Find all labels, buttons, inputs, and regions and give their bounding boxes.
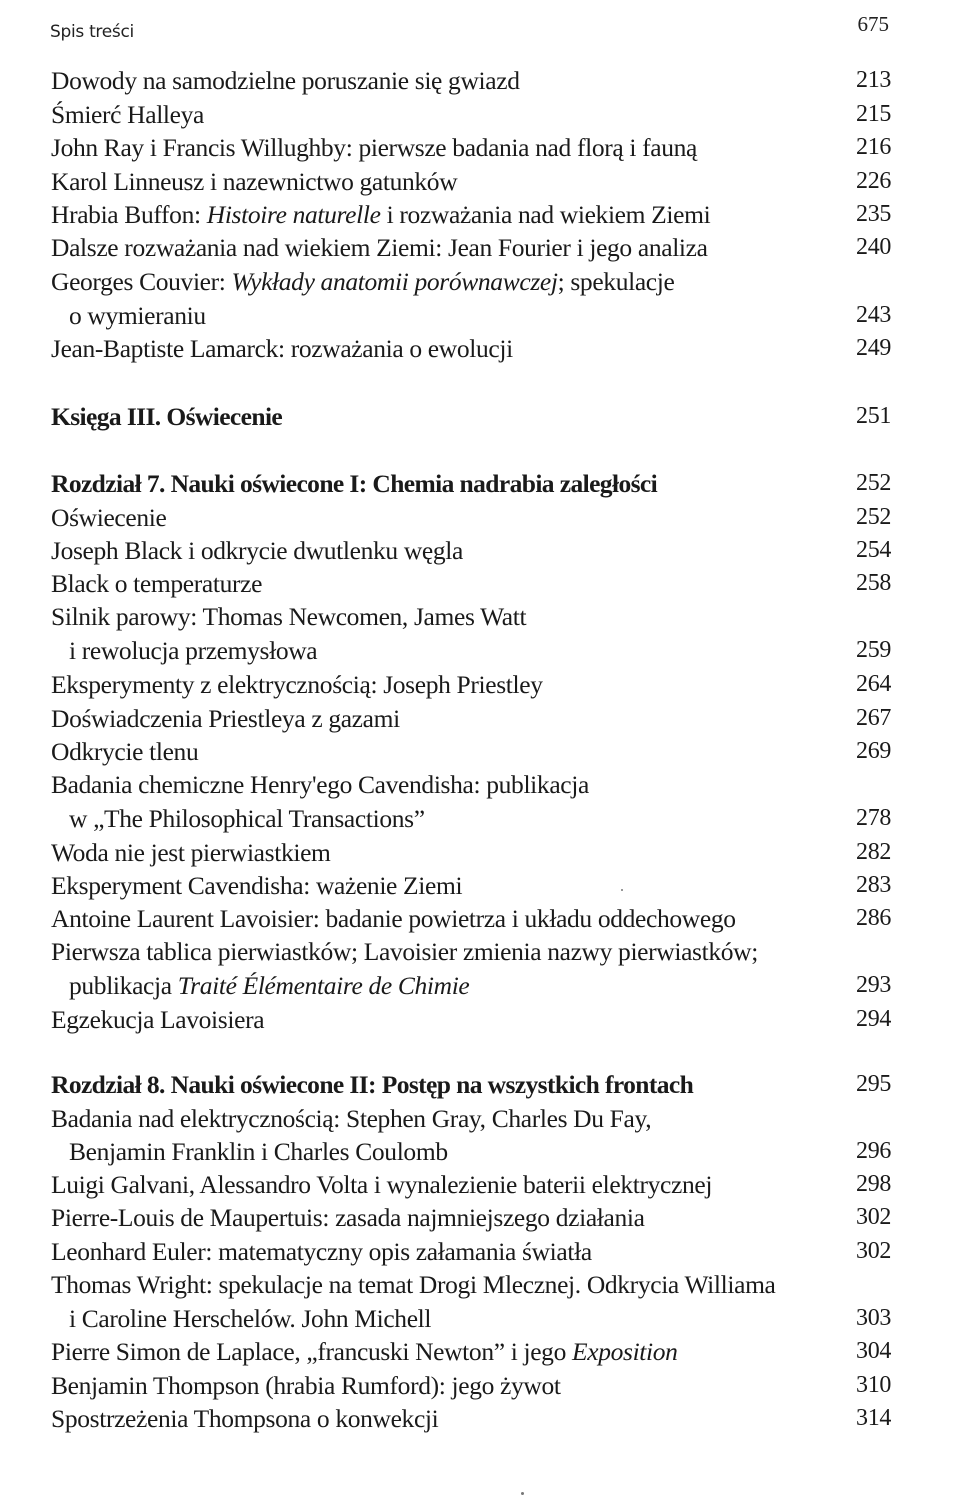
toc-entry-continuation[interactable] [51,1302,891,1335]
entry-page: 294 [856,1006,891,1032]
toc-entry[interactable] [51,902,891,935]
entry-page: 259 [856,637,891,663]
toc-entry-continuation[interactable] [51,299,891,332]
toc-entry[interactable] [51,567,891,600]
toc-entry-continuation[interactable] [51,969,891,1002]
entry-title: Dalsze rozważania nad wiekiem Ziemi: Jean Fourier i jego analiza [51,233,708,262]
toc-entry[interactable] [51,836,891,869]
entry-title: Antoine Laurent Lavoisier: badanie powietrza i układu oddechowego [51,904,736,933]
entry-title-part: publikacja [69,971,178,1000]
entry-title-part: Hrabia Buffon: [51,200,207,229]
entry-title-continuation [69,969,469,1002]
entry-title: Śmierć Halleya [51,100,204,129]
toc-entry[interactable] [51,131,891,164]
entry-title-italic: Wykłady anatomii porównawczej [231,267,558,296]
entry-page: 303 [856,1305,891,1331]
toc-entry[interactable] [51,1168,891,1201]
entry-title: Karol Linneusz i nazewnictwo gatunków [51,167,458,196]
entry-page: 282 [856,839,891,865]
entry-page: 314 [856,1405,891,1431]
folio-page-number: 675 [857,12,889,36]
entry-page: 286 [856,905,891,931]
entry-title-continuation: w „The Philosophical Transactions” [69,804,425,833]
entry-title: Pierwsza tablica pierwiastków; Lavoisier zmienia nazwy pierwiastków; [51,937,758,966]
entry-title: Leonhard Euler: matematyczny opis załamania światła [51,1237,592,1266]
entry-page: 296 [856,1138,891,1164]
entry-page: 213 [856,67,891,93]
entry-title-part: Georges Couvier: [51,267,232,296]
toc-entry[interactable] [51,64,891,97]
entry-page: 302 [856,1204,891,1230]
entry-page: 243 [856,302,891,328]
toc-entry-continuation[interactable] [51,802,891,835]
entry-title: Luigi Galvani, Alessandro Volta i wynalezienie baterii elektrycznej [51,1170,713,1199]
entry-title [51,198,710,231]
chapter-title: Rozdział 8. Nauki oświecone II: Postęp na wszystkich frontach [51,1070,694,1099]
toc-entry[interactable] [51,1235,891,1268]
entry-title: Joseph Black i odkrycie dwutlenku węgla [51,536,463,565]
toc-entry-continuation[interactable] [51,1135,891,1168]
entry-title [51,265,674,298]
entry-title: Spostrzeżenia Thompsona o konwekcji [51,1404,439,1433]
toc-chapter-heading[interactable] [51,1068,891,1101]
entry-title: Egzekucja Lavoisiera [51,1005,265,1034]
entry-page: 304 [856,1338,891,1364]
toc-entry[interactable] [51,1335,891,1368]
toc-entry[interactable] [51,98,891,131]
toc-entry[interactable] [51,1369,891,1402]
entry-page: 251 [856,403,891,429]
toc-entry[interactable] [51,768,891,801]
entry-title: Black o temperaturze [51,569,263,598]
entry-title: Pierre-Louis de Maupertuis: zasada najmniejszego działania [51,1203,645,1232]
entry-page: 249 [856,335,891,361]
chapter-title: Rozdział 7. Nauki oświecone I: Chemia nadrabia zaległości [51,469,658,498]
toc-chapter-heading[interactable] [51,467,891,500]
entry-title: Woda nie jest pierwiastkiem [51,838,331,867]
toc-entry[interactable] [51,1402,891,1435]
entry-page: 267 [856,705,891,731]
entry-title: Jean-Baptiste Lamarck: rozważania o ewolucji [51,334,513,363]
entry-page: 252 [856,504,891,530]
entry-title-italic: Traité Élémentaire de Chimie [177,971,470,1000]
entry-title: Badania chemiczne Henry'ego Cavendisha: publikacja [51,770,589,799]
toc-entry[interactable] [51,935,891,968]
entry-page: 215 [856,101,891,127]
toc-entry[interactable] [51,1268,891,1301]
entry-title-continuation: Benjamin Franklin i Charles Coulomb [69,1137,448,1166]
scan-speck [521,1492,524,1495]
toc-entry[interactable] [51,735,891,768]
toc-entry[interactable] [51,600,891,633]
toc-entry[interactable] [51,668,891,701]
toc-entry[interactable] [51,1102,891,1135]
entry-title: Eksperyment Cavendisha: ważenie Ziemi [51,871,463,900]
toc-entry[interactable] [51,1003,891,1036]
entry-title: Silnik parowy: Thomas Newcomen, James Watt [51,602,527,631]
toc-entry[interactable] [51,534,891,567]
toc-entry[interactable] [51,332,891,365]
entry-title: Thomas Wright: spekulacje na temat Drogi Mlecznej. Odkrycia Williama [51,1270,776,1299]
entry-title-italic: Histoire naturelle [206,200,381,229]
entry-title-continuation: i Caroline Herschelów. John Michell [69,1304,432,1333]
scan-speck [621,889,623,891]
entry-title: Doświadczenia Priestleya z gazami [51,704,400,733]
entry-title: Odkrycie tlenu [51,737,199,766]
entry-page: 295 [856,1071,891,1097]
entry-page: 310 [856,1372,891,1398]
entry-page: 235 [856,201,891,227]
entry-page: 258 [856,570,891,596]
entry-title: Eksperymenty z elektrycznością: Joseph Priestley [51,670,543,699]
entry-page: 269 [856,738,891,764]
part-title: Księga III. Oświecenie [51,402,283,431]
entry-page: 298 [856,1171,891,1197]
toc-entry[interactable] [51,165,891,198]
entry-title-italic: Exposition [572,1337,678,1366]
entry-page: 278 [856,805,891,831]
toc-entry[interactable] [51,198,891,231]
entry-title-part: ; spekulacje [557,267,675,296]
running-head: Spis treści [50,22,134,42]
entry-page: 293 [856,972,891,998]
entry-title: Badania nad elektrycznością: Stephen Gray, Charles Du Fay, [51,1104,652,1133]
toc-part-heading[interactable] [51,400,891,433]
toc-entry[interactable] [51,265,891,298]
entry-title: Dowody na samodzielne poruszanie się gwiazd [51,66,520,95]
entry-title-part: Pierre Simon de Laplace, „francuski Newton” i jego [51,1337,572,1366]
entry-page: 240 [856,234,891,260]
entry-title-continuation: o wymieraniu [69,301,206,330]
entry-page: 302 [856,1238,891,1264]
toc-entry[interactable] [51,231,891,264]
entry-page: 283 [856,872,891,898]
toc-entry[interactable] [51,501,891,534]
toc-entry-continuation[interactable] [51,634,891,667]
entry-page: 252 [856,470,891,496]
entry-title-part: i rozważania nad wiekiem Ziemi [380,200,711,229]
entry-page: 254 [856,537,891,563]
entry-title: Oświecenie [51,503,167,532]
entry-page: 216 [856,134,891,160]
toc-entry[interactable] [51,1201,891,1234]
toc-entry[interactable] [51,702,891,735]
entry-page: 264 [856,671,891,697]
entry-title: John Ray i Francis Willughby: pierwsze badania nad florą i fauną [51,133,698,162]
entry-title: Benjamin Thompson (hrabia Rumford): jego żywot [51,1371,561,1400]
entry-page: 226 [856,168,891,194]
entry-title-continuation: i rewolucja przemysłowa [69,636,318,665]
entry-title [51,1335,678,1368]
toc-entry[interactable] [51,869,891,902]
